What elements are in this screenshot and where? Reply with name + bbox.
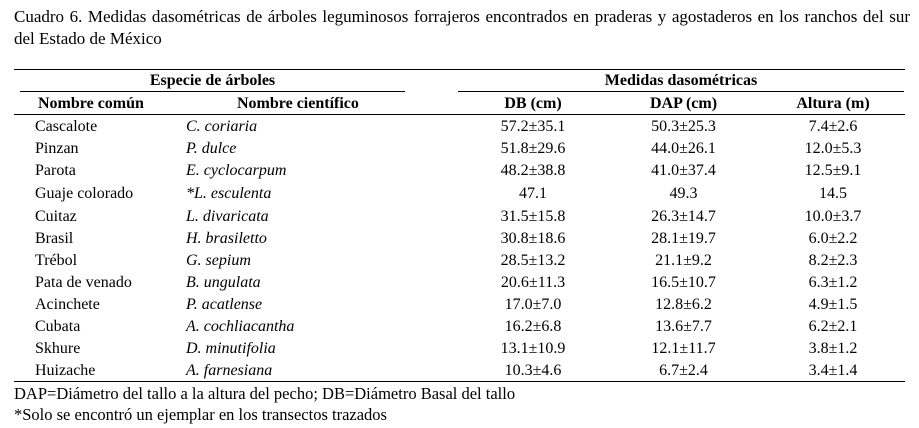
cell-height: 3.4±1.4 <box>808 362 858 379</box>
cell-height: 12.0±5.3 <box>804 140 862 157</box>
cell-common-name: Acinchete <box>35 296 100 313</box>
cell-dap: 12.1±11.7 <box>651 340 716 357</box>
cell-common-name: Brasil <box>35 230 74 247</box>
cell-height: 8.2±2.3 <box>808 252 858 269</box>
column-header-dap: DAP (cm) <box>649 95 718 112</box>
cell-dap: 6.7±2.4 <box>659 362 708 379</box>
cell-dap: 26.3±14.7 <box>651 208 716 225</box>
footnote-abbreviations: DAP=Diámetro del tallo a la altura del pecho; DB=Diámetro Basal del tallo <box>14 384 516 403</box>
cell-dap: 49.3 <box>669 185 698 202</box>
cell-db: 57.2±35.1 <box>500 118 566 135</box>
cell-scientific-name: *L. esculenta <box>186 185 272 202</box>
cell-db: 51.8±29.6 <box>500 140 566 157</box>
cell-scientific-name: P. dulce <box>186 140 237 157</box>
cell-db: 47.1 <box>519 185 547 202</box>
cell-scientific-name: D. minutifolia <box>186 340 276 357</box>
cell-scientific-name: E. cyclocarpum <box>186 162 287 179</box>
cell-db: 48.2±38.8 <box>500 162 566 179</box>
cell-dap: 50.3±25.3 <box>651 118 716 135</box>
table-bottom-rule <box>14 381 905 382</box>
cell-scientific-name: G. sepium <box>186 252 251 269</box>
cell-dap: 16.5±10.7 <box>651 274 716 291</box>
cell-scientific-name: C. coriaria <box>186 118 258 135</box>
table-caption: Cuadro 6. Medidas dasométricas de árboles leguminosos forrajeros encontrados en praderas y agostaderos en los ranchos del sur del Estado de México <box>14 7 910 48</box>
cell-height: 14.5 <box>819 185 847 202</box>
cell-height: 12.5±9.1 <box>804 162 862 179</box>
column-header-scientific-name: Nombre científico <box>237 95 359 112</box>
cell-height: 6.0±2.2 <box>808 230 858 247</box>
cell-common-name: Cascalote <box>35 118 98 135</box>
measures-group-header: Medidas dasométricas <box>604 72 758 89</box>
cell-dap: 44.0±26.1 <box>651 140 716 157</box>
cell-common-name: Huizache <box>35 362 96 379</box>
column-header-common-name: Nombre común <box>38 95 144 112</box>
cell-db: 17.0±7.0 <box>504 296 562 313</box>
cell-height: 3.8±1.2 <box>808 340 858 357</box>
cell-db: 28.5±13.2 <box>500 252 566 269</box>
cell-common-name: Pata de venado <box>35 274 132 291</box>
column-header-db: DB (cm) <box>504 95 562 112</box>
cell-scientific-name: H. brasiletto <box>186 230 267 247</box>
cell-height: 10.0±3.7 <box>804 208 862 225</box>
column-header-height: Altura (m) <box>796 95 870 112</box>
cell-common-name: Cuitaz <box>35 208 77 225</box>
cell-height: 6.2±2.1 <box>808 318 858 335</box>
table-top-rule <box>14 69 905 70</box>
cell-common-name: Trébol <box>35 252 78 269</box>
cell-db: 13.1±10.9 <box>500 340 566 357</box>
cell-dap: 21.1±9.2 <box>655 252 712 269</box>
cell-scientific-name: B. ungulata <box>186 274 261 291</box>
cell-db: 20.6±11.3 <box>500 274 566 291</box>
header-bottom-rule <box>14 114 905 115</box>
species-group-header: Especie de árboles <box>149 72 276 89</box>
cell-height: 6.3±1.2 <box>808 274 858 291</box>
cell-common-name: Skhure <box>35 340 81 357</box>
cell-dap: 28.1±19.7 <box>651 230 716 247</box>
cell-common-name: Cubata <box>35 318 81 335</box>
cell-scientific-name: A. cochliacantha <box>186 318 295 335</box>
species-group-underline <box>20 91 405 92</box>
cell-scientific-name: A. farnesiana <box>186 362 273 379</box>
cell-common-name: Pinzan <box>35 140 79 157</box>
cell-dap: 41.0±37.4 <box>651 162 716 179</box>
cell-dap: 13.6±7.7 <box>655 318 712 335</box>
measures-group-underline <box>458 91 904 92</box>
cell-scientific-name: P. acatlense <box>186 296 263 313</box>
footnote-single-specimen: *Solo se encontró un ejemplar en los transectos trazados <box>14 405 387 424</box>
cell-scientific-name: L. divaricata <box>186 208 269 225</box>
cell-db: 31.5±15.8 <box>500 208 566 225</box>
cell-db: 30.8±18.6 <box>500 230 566 247</box>
cell-common-name: Parota <box>35 162 76 179</box>
cell-dap: 12.8±6.2 <box>655 296 712 313</box>
cell-db: 16.2±6.8 <box>504 318 562 335</box>
cell-height: 4.9±1.5 <box>808 296 858 313</box>
cell-height: 7.4±2.6 <box>808 118 858 135</box>
cell-db: 10.3±4.6 <box>504 362 562 379</box>
cell-common-name: Guaje colorado <box>35 185 134 202</box>
